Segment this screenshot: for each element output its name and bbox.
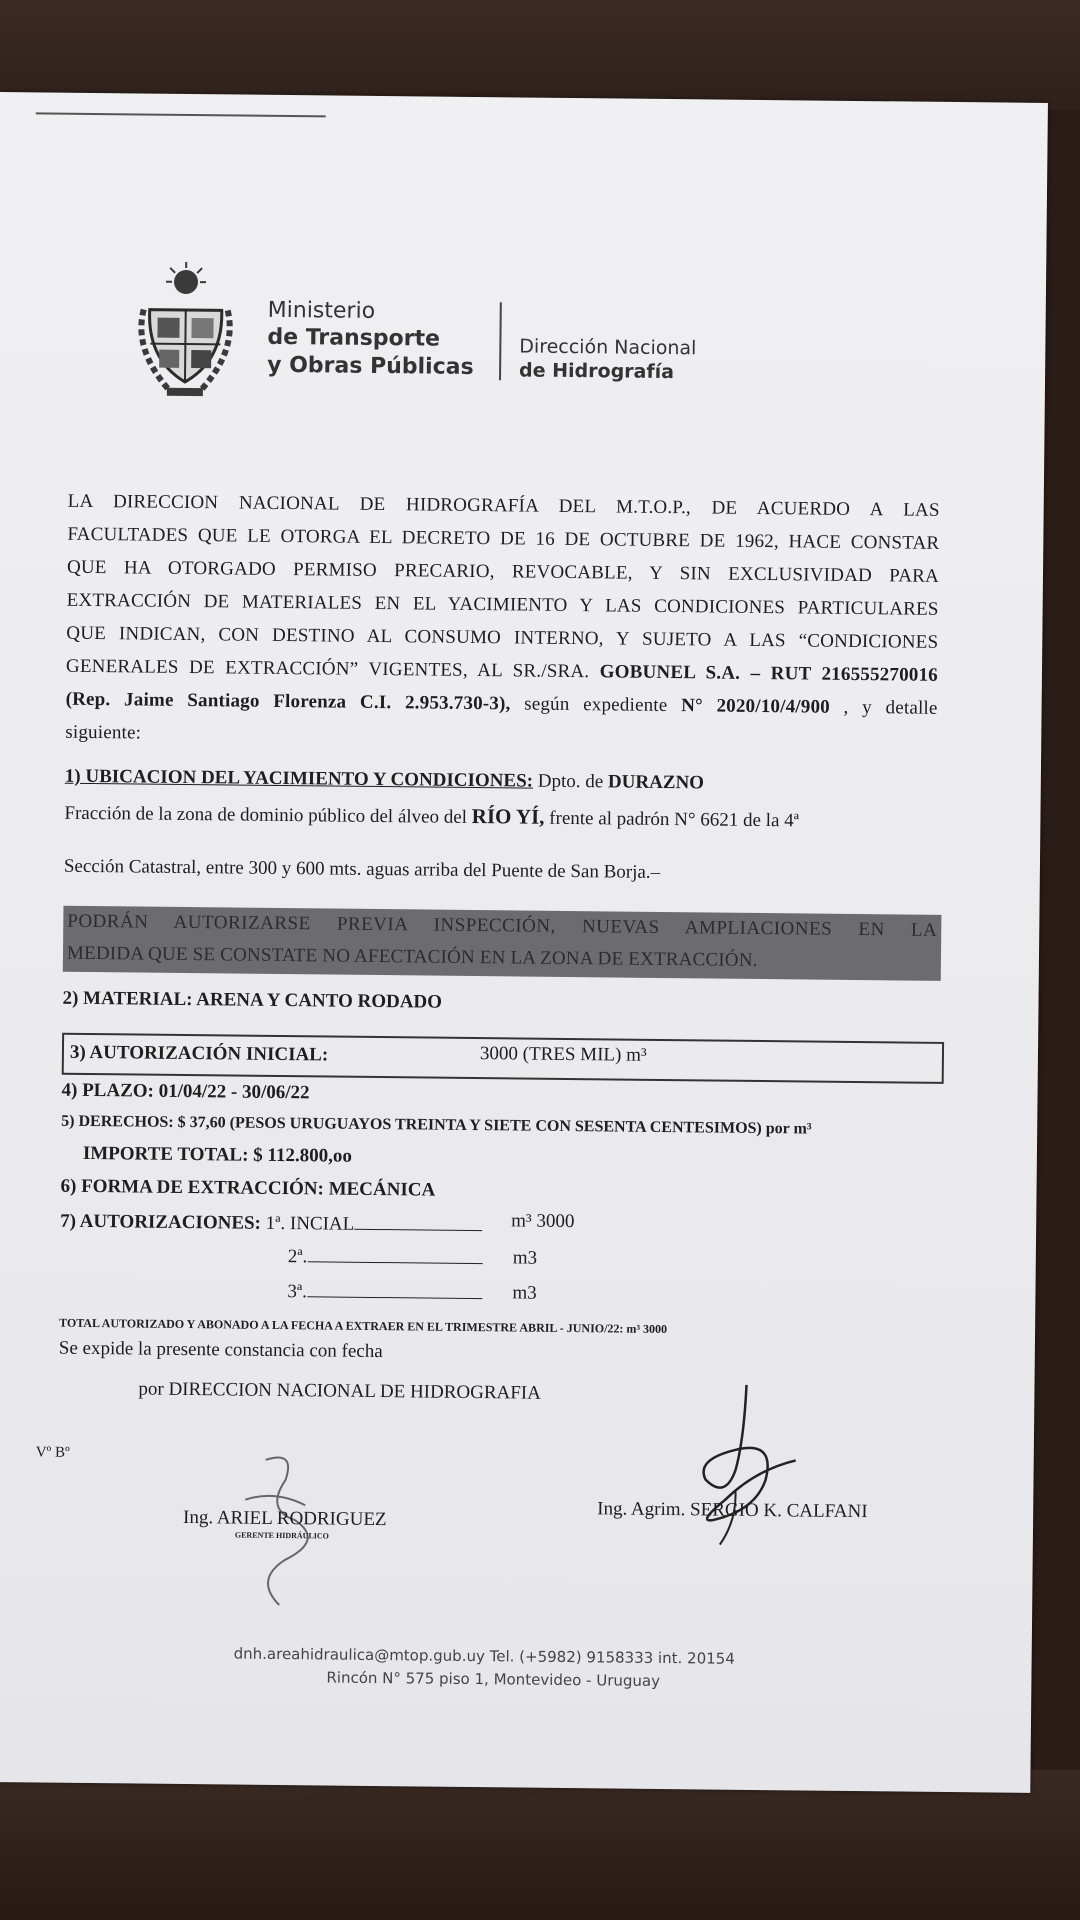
authorizations-label: 7) AUTORIZACIONES:	[60, 1210, 262, 1234]
blank-line	[307, 1280, 482, 1299]
term-line: 4) PLAZO: 01/04/22 - 30/06/22	[61, 1079, 310, 1104]
intro-line: QUE HA OTORGADO PERMISO PRECARIO, REVOCABLE, Y SIN EXCLUSIVIDAD PARA	[66, 556, 940, 587]
authorization-1-value: m³ 3000	[511, 1210, 575, 1233]
representative: (Rep. Jaime Santiago Florenza C.I. 2.953.730-3),	[65, 688, 511, 715]
authorization-1-label: 1ª. INCIAL	[260, 1212, 355, 1235]
highlight-line-2: MEDIDA QUE SE CONSTATE NO AFECTACIÓN EN LA ZONA DE EXTRACCIÓN.	[66, 942, 758, 971]
direction-line-2: de Hidrografía	[518, 359, 675, 384]
ministry-line-2: de Transporte	[267, 324, 441, 352]
intro-paragraph	[65, 485, 940, 758]
intro-line-text: , y detalle	[829, 696, 938, 719]
intro-line: EXTRACCIÓN DE MATERIALES EN EL YACIMIENTO Y LAS CONDICIONES PARTICULARES	[66, 589, 939, 620]
authorization-3-label: 3ª.	[287, 1281, 308, 1303]
initial-authorization-amount: 3000 (TRES MIL) m³	[479, 1043, 647, 1066]
fees-line: 5) DERECHOS: $ 37,60 (PESOS URUGUAYOS TREINTA Y SIETE CON SESENTA CENTESIMOS) por m³	[61, 1112, 812, 1138]
authorization-2-line	[288, 1245, 483, 1270]
extraction-method: 6) FORMA DE EXTRACCIÓN: MECÁNICA	[60, 1175, 436, 1201]
total-authorized-line: TOTAL AUTORIZADO Y ABONADO A LA FECHA A EXTRAER EN EL TRIMESTRE ABRIL - JUNIO/22: m³ 3000	[59, 1315, 668, 1337]
section-1-heading-line	[65, 766, 704, 795]
section-1-text: Fracción de la zona de dominio público del álveo del	[64, 802, 472, 828]
top-rule	[36, 112, 326, 117]
section-1-heading: 1) UBICACION DEL YACIMIENTO Y CONDICIONES:	[64, 765, 534, 792]
material-line: 2) MATERIAL: ARENA Y CANTO RODADO	[62, 987, 443, 1013]
background-bottom	[0, 1770, 1080, 1920]
section-1-text: frente al padrón N° 6621 de la 4ª	[544, 807, 800, 832]
footer-contact: dnh.areahidraulica@mtop.gub.uy Tel. (+5982) 9158333 int. 20154	[233, 1644, 735, 1668]
department: DURAZNO	[607, 771, 705, 794]
coat-of-arms-icon	[129, 259, 242, 400]
right-signature-icon	[675, 1379, 807, 1550]
blank-line	[354, 1213, 482, 1231]
highlight-line-1: PODRÁN AUTORIZARSE PREVIA INSPECCIÓN, NUEVAS AMPLIACIONES EN LA	[67, 910, 938, 941]
dept-label: Dpto. de	[532, 770, 609, 793]
intro-line: QUE INDICAN, CON DESTINO AL CONSUMO INTERNO, Y SUJETO A LAS “CONDICIONES	[66, 622, 939, 653]
intro-line: LA DIRECCION NACIONAL DE HIDROGRAFÍA DEL M.T.O.P., DE ACUERDO A LAS	[67, 490, 940, 521]
logo-divider	[499, 302, 502, 380]
authorization-2-label: 2ª.	[287, 1246, 308, 1268]
river-name: RÍO YÍ,	[471, 803, 545, 829]
intro-line: FACULTADES QUE LE OTORGA EL DECRETO DE 16 DE OCTUBRE DE 1962, HACE CONSTAR	[67, 523, 940, 554]
footer-address: Rincón N° 575 piso 1, Montevideo - Uruguay	[326, 1668, 661, 1690]
blank-line	[307, 1245, 482, 1264]
ministry-line-1: Ministerio	[267, 297, 376, 324]
issued-by-line: por DIRECCION NACIONAL DE HIDROGRAFIA	[138, 1378, 542, 1404]
company-name: GOBUNEL S.A. – RUT 216555270016	[599, 661, 939, 686]
initial-authorization-value	[480, 1043, 647, 1067]
total-amount: IMPORTE TOTAL: $ 112.800,oo	[82, 1142, 353, 1167]
right-signatory-name: Ing. Agrim. SERGIO K. CALFANI	[597, 1498, 868, 1523]
intro-line-text: según expediente	[510, 693, 682, 717]
approval-mark: Vº Bº	[35, 1444, 70, 1461]
initial-authorization-label: 3) AUTORIZACIÓN INICIAL:	[69, 1041, 329, 1066]
section-1-line-2	[64, 800, 799, 833]
left-signatory-title: GERENTE HIDRÁULICO	[234, 1530, 329, 1541]
issue-line: Se expide la presente constancia con fecha	[58, 1337, 383, 1363]
authorization-3-value: m3	[512, 1282, 537, 1304]
intro-line: siguiente:	[65, 721, 142, 744]
authorizations-line-1	[60, 1210, 482, 1237]
authorization-3-line	[287, 1280, 482, 1305]
file-number: N° 2020/10/4/900	[681, 695, 831, 718]
authorization-2-value: m3	[512, 1247, 538, 1269]
section-1-line-3: Sección Catastral, entre 300 y 600 mts. aguas arriba del Puente de San Borja.–	[63, 855, 661, 883]
document-page	[0, 92, 1048, 1793]
direction-line-1: Dirección Nacional	[519, 335, 697, 360]
intro-line-text: GENERALES DE EXTRACCIÓN” VIGENTES, AL SR./SRA.	[65, 655, 600, 683]
left-signatory-name: Ing. ARIEL RODRIGUEZ	[182, 1506, 387, 1531]
ministry-line-3: y Obras Públicas	[267, 352, 474, 380]
